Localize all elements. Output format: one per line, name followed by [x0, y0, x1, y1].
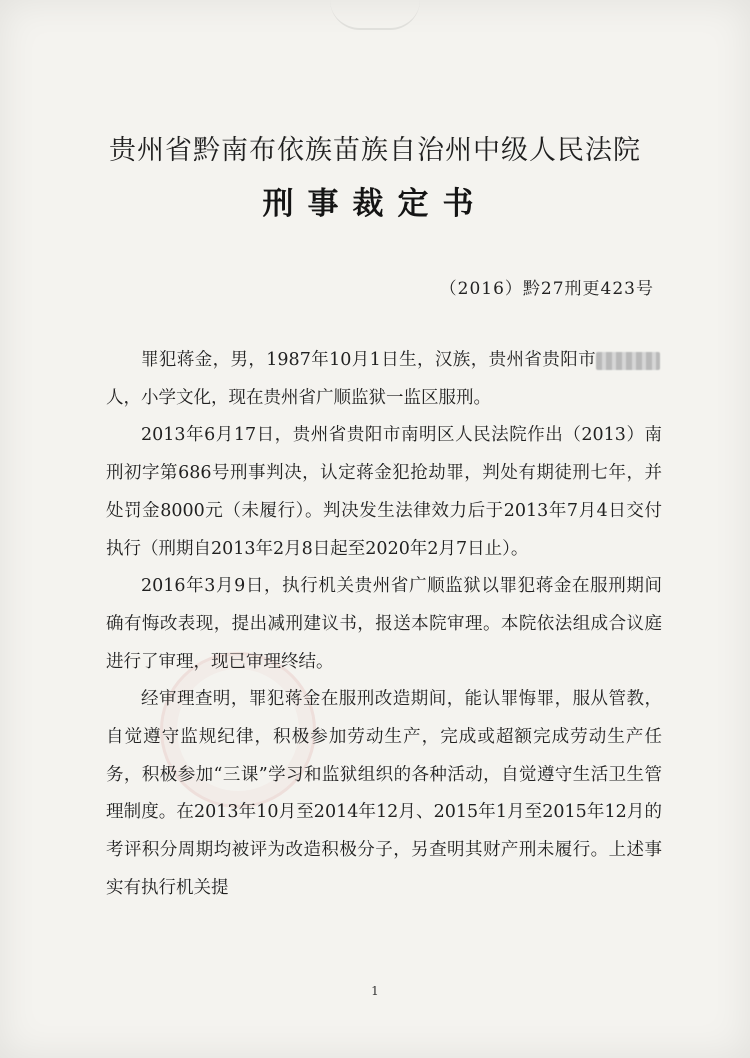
- paragraph-text: 人，小学文化，现在贵州省广顺监狱一监区服刑。: [106, 387, 491, 408]
- paragraph-commutation-proposal: 2016年3月9日，执行机关贵州省广顺监狱以罪犯蒋金在服刑期间确有悔改表现，提出减刑建议书，报送本院审理。本院依法组成合议庭进行了审理，现已审理终结。: [106, 576, 662, 672]
- redacted-text: [596, 352, 660, 370]
- paragraph-original-judgment: 2013年6月17日，贵州省贵阳市南明区人民法院作出（2013）南刑初字第686号刑事判决，认定蒋金犯抢劫罪，判处有期徒刑七年，并处罚金8000元（未履行）。判决发生法律效力后于2013年7月4日交付执行（刑期自2013年2月8日起至2020年2月7日止）。: [106, 425, 662, 559]
- court-name: 贵州省黔南布依族苗族自治州中级人民法院: [109, 135, 641, 166]
- document-type-title: 刑事裁定书: [262, 186, 488, 222]
- page-number: 1: [371, 984, 379, 998]
- scan-artifact: [330, 0, 420, 30]
- document-body: [106, 342, 662, 908]
- paragraph-findings: 经审理查明，罪犯蒋金在服刑改造期间，能认罪悔罪，服从管教，自觉遵守监规纪律，积极参加劳动生产，完成或超额完成劳动生产任务，积极参加“三课”学习和监狱组织的各种活动，自觉遵守生活卫生管理制度。在2013年10月至2014年12月、2015年1月至2015年12月的考评积分周期均被评为改造积极分子，另查明其财产刑未履行。上述事实有执行机关提: [106, 689, 662, 898]
- case-number: （2016）黔27刑更423号: [439, 279, 654, 299]
- paragraph-text: 罪犯蒋金，男，1987年10月1日生，汉族，贵州省贵阳市: [141, 350, 596, 370]
- paragraph-defendant-info: [106, 342, 662, 417]
